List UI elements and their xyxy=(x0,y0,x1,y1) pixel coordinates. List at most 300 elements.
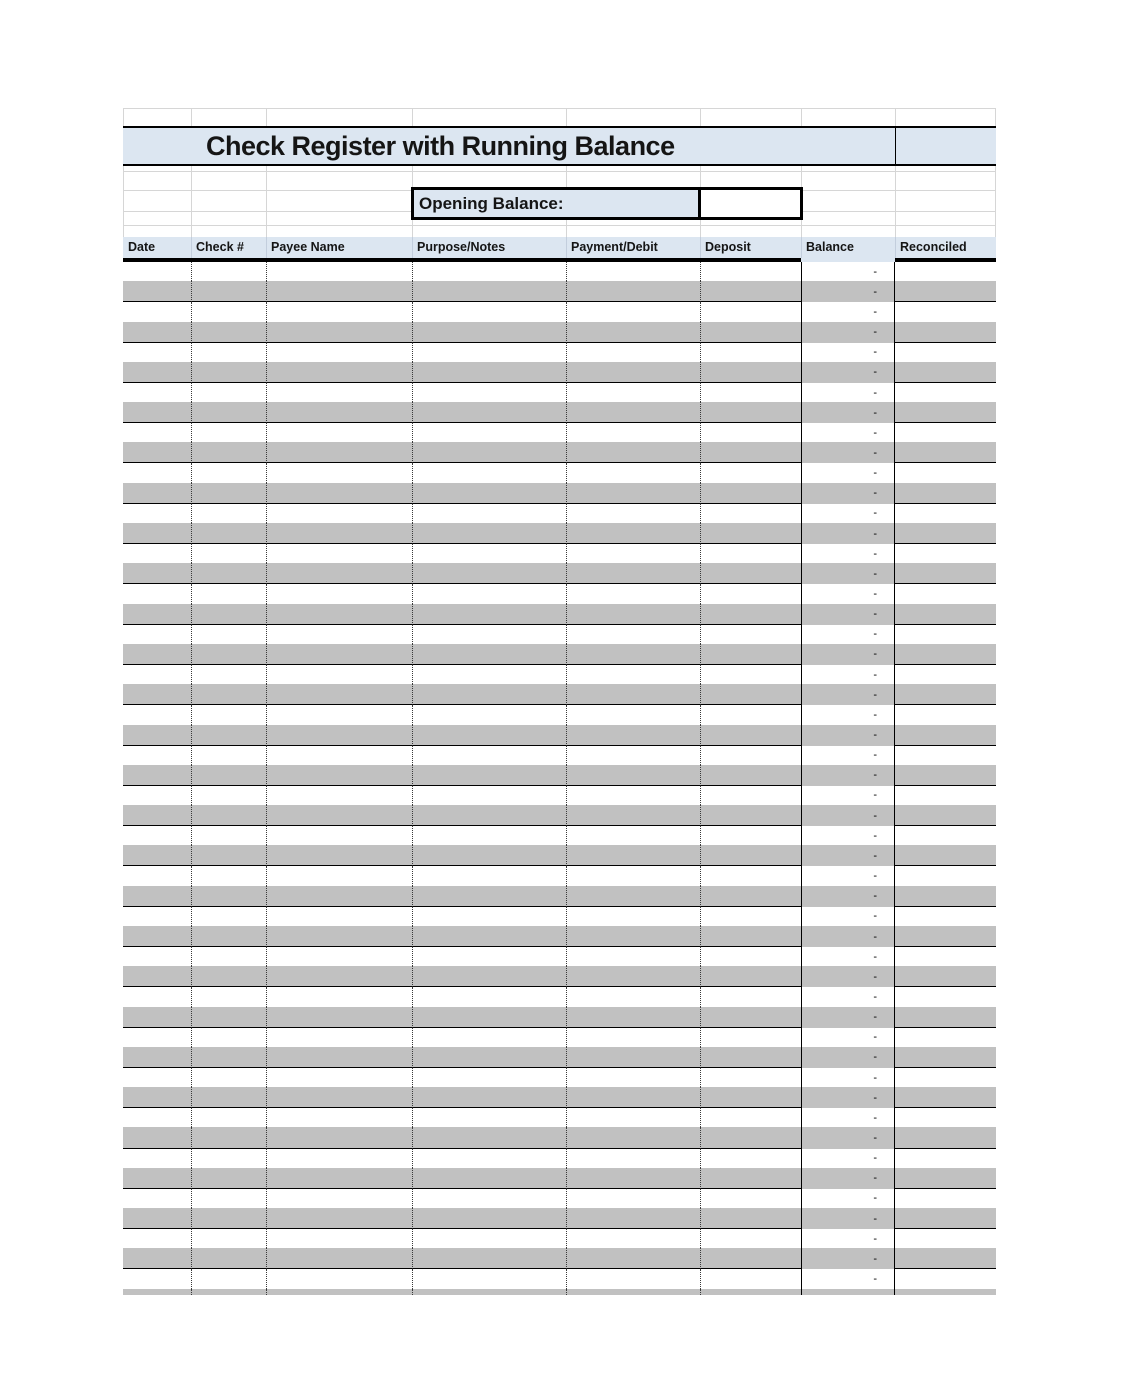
reconciled-cell[interactable] xyxy=(895,1269,996,1288)
check-number-cell[interactable] xyxy=(191,281,266,302)
check-number-cell[interactable] xyxy=(191,262,266,281)
purpose-notes-cell[interactable] xyxy=(412,584,566,603)
balance-cell[interactable]: - xyxy=(801,866,895,885)
payment-debit-cell[interactable] xyxy=(566,886,700,907)
payment-debit-cell[interactable] xyxy=(566,705,700,724)
check-number-cell[interactable] xyxy=(191,343,266,362)
balance-cell[interactable]: - xyxy=(801,926,895,947)
payment-debit-cell[interactable] xyxy=(566,665,700,684)
check-number-cell[interactable] xyxy=(191,584,266,603)
date-cell[interactable] xyxy=(123,1047,191,1068)
balance-cell[interactable]: - xyxy=(801,1269,895,1288)
payee-name-cell[interactable] xyxy=(266,302,412,321)
check-number-cell[interactable] xyxy=(191,442,266,463)
reconciled-cell[interactable] xyxy=(895,786,996,805)
balance-cell[interactable]: - xyxy=(801,625,895,644)
payee-name-cell[interactable] xyxy=(266,886,412,907)
reconciled-cell[interactable] xyxy=(895,1127,996,1148)
purpose-notes-cell[interactable] xyxy=(412,684,566,705)
check-number-cell[interactable] xyxy=(191,1289,266,1296)
payee-name-cell[interactable] xyxy=(266,665,412,684)
payment-debit-cell[interactable] xyxy=(566,786,700,805)
payment-debit-cell[interactable] xyxy=(566,1047,700,1068)
balance-cell[interactable]: - xyxy=(801,1047,895,1068)
purpose-notes-cell[interactable] xyxy=(412,322,566,343)
check-number-cell[interactable] xyxy=(191,544,266,563)
purpose-notes-cell[interactable] xyxy=(412,463,566,482)
purpose-notes-cell[interactable] xyxy=(412,1047,566,1068)
deposit-cell[interactable] xyxy=(700,625,801,644)
deposit-cell[interactable] xyxy=(700,886,801,907)
check-number-cell[interactable] xyxy=(191,826,266,845)
purpose-notes-cell[interactable] xyxy=(412,644,566,665)
purpose-notes-cell[interactable] xyxy=(412,826,566,845)
balance-cell[interactable]: - xyxy=(801,1108,895,1127)
balance-cell[interactable]: - xyxy=(801,1208,895,1229)
deposit-cell[interactable] xyxy=(700,1087,801,1108)
payment-debit-cell[interactable] xyxy=(566,362,700,383)
payee-name-cell[interactable] xyxy=(266,1127,412,1148)
balance-cell[interactable]: - xyxy=(801,987,895,1006)
purpose-notes-cell[interactable] xyxy=(412,1087,566,1108)
payment-debit-cell[interactable] xyxy=(566,866,700,885)
purpose-notes-cell[interactable] xyxy=(412,604,566,625)
reconciled-cell[interactable] xyxy=(895,684,996,705)
date-cell[interactable] xyxy=(123,665,191,684)
deposit-cell[interactable] xyxy=(700,907,801,926)
balance-cell[interactable]: - xyxy=(801,886,895,907)
balance-cell[interactable]: - xyxy=(801,442,895,463)
payment-debit-cell[interactable] xyxy=(566,987,700,1006)
reconciled-cell[interactable] xyxy=(895,1028,996,1047)
reconciled-cell[interactable] xyxy=(895,765,996,786)
purpose-notes-cell[interactable] xyxy=(412,1269,566,1288)
check-number-cell[interactable] xyxy=(191,1229,266,1248)
date-cell[interactable] xyxy=(123,1229,191,1248)
check-number-cell[interactable] xyxy=(191,563,266,584)
purpose-notes-cell[interactable] xyxy=(412,625,566,644)
date-cell[interactable] xyxy=(123,383,191,402)
date-cell[interactable] xyxy=(123,523,191,544)
payment-debit-cell[interactable] xyxy=(566,402,700,423)
reconciled-cell[interactable] xyxy=(895,302,996,321)
payment-debit-cell[interactable] xyxy=(566,604,700,625)
check-number-cell[interactable] xyxy=(191,1208,266,1229)
check-number-cell[interactable] xyxy=(191,383,266,402)
payee-name-cell[interactable] xyxy=(266,1269,412,1288)
date-cell[interactable] xyxy=(123,1149,191,1168)
balance-cell[interactable]: - xyxy=(801,402,895,423)
purpose-notes-cell[interactable] xyxy=(412,483,566,504)
reconciled-cell[interactable] xyxy=(895,523,996,544)
balance-cell[interactable]: - xyxy=(801,584,895,603)
reconciled-cell[interactable] xyxy=(895,563,996,584)
payee-name-cell[interactable] xyxy=(266,343,412,362)
payee-name-cell[interactable] xyxy=(266,1108,412,1127)
purpose-notes-cell[interactable] xyxy=(412,1068,566,1087)
deposit-cell[interactable] xyxy=(700,866,801,885)
reconciled-cell[interactable] xyxy=(895,483,996,504)
reconciled-cell[interactable] xyxy=(895,1189,996,1208)
payee-name-cell[interactable] xyxy=(266,504,412,523)
balance-cell[interactable]: - xyxy=(801,1028,895,1047)
check-number-cell[interactable] xyxy=(191,423,266,442)
reconciled-cell[interactable] xyxy=(895,1248,996,1269)
reconciled-cell[interactable] xyxy=(895,281,996,302)
date-cell[interactable] xyxy=(123,1007,191,1028)
check-number-cell[interactable] xyxy=(191,1108,266,1127)
check-number-cell[interactable] xyxy=(191,1168,266,1189)
date-cell[interactable] xyxy=(123,987,191,1006)
date-cell[interactable] xyxy=(123,1028,191,1047)
balance-cell[interactable]: - xyxy=(801,544,895,563)
balance-cell[interactable]: - xyxy=(801,1087,895,1108)
deposit-cell[interactable] xyxy=(700,302,801,321)
payment-debit-cell[interactable] xyxy=(566,383,700,402)
date-cell[interactable] xyxy=(123,604,191,625)
date-cell[interactable] xyxy=(123,625,191,644)
reconciled-cell[interactable] xyxy=(895,383,996,402)
balance-cell[interactable]: - xyxy=(801,281,895,302)
check-number-cell[interactable] xyxy=(191,1068,266,1087)
payment-debit-cell[interactable] xyxy=(566,1007,700,1028)
purpose-notes-cell[interactable] xyxy=(412,947,566,966)
payment-debit-cell[interactable] xyxy=(566,1127,700,1148)
check-number-cell[interactable] xyxy=(191,746,266,765)
deposit-cell[interactable] xyxy=(700,383,801,402)
reconciled-cell[interactable] xyxy=(895,1068,996,1087)
purpose-notes-cell[interactable] xyxy=(412,1108,566,1127)
reconciled-cell[interactable] xyxy=(895,1289,996,1296)
balance-cell[interactable]: - xyxy=(801,705,895,724)
payment-debit-cell[interactable] xyxy=(566,907,700,926)
check-number-cell[interactable] xyxy=(191,1127,266,1148)
check-number-cell[interactable] xyxy=(191,926,266,947)
payment-debit-cell[interactable] xyxy=(566,1087,700,1108)
deposit-cell[interactable] xyxy=(700,442,801,463)
date-cell[interactable] xyxy=(123,1189,191,1208)
check-number-cell[interactable] xyxy=(191,947,266,966)
date-cell[interactable] xyxy=(123,362,191,383)
payee-name-cell[interactable] xyxy=(266,584,412,603)
purpose-notes-cell[interactable] xyxy=(412,504,566,523)
date-cell[interactable] xyxy=(123,322,191,343)
date-cell[interactable] xyxy=(123,302,191,321)
check-number-cell[interactable] xyxy=(191,665,266,684)
purpose-notes-cell[interactable] xyxy=(412,845,566,866)
date-cell[interactable] xyxy=(123,563,191,584)
purpose-notes-cell[interactable] xyxy=(412,705,566,724)
date-cell[interactable] xyxy=(123,705,191,724)
date-cell[interactable] xyxy=(123,907,191,926)
payee-name-cell[interactable] xyxy=(266,1248,412,1269)
date-cell[interactable] xyxy=(123,866,191,885)
reconciled-cell[interactable] xyxy=(895,725,996,746)
payment-debit-cell[interactable] xyxy=(566,926,700,947)
reconciled-cell[interactable] xyxy=(895,423,996,442)
deposit-cell[interactable] xyxy=(700,665,801,684)
date-cell[interactable] xyxy=(123,1087,191,1108)
date-cell[interactable] xyxy=(123,765,191,786)
reconciled-cell[interactable] xyxy=(895,886,996,907)
payment-debit-cell[interactable] xyxy=(566,1168,700,1189)
check-number-cell[interactable] xyxy=(191,1248,266,1269)
purpose-notes-cell[interactable] xyxy=(412,786,566,805)
payee-name-cell[interactable] xyxy=(266,1208,412,1229)
purpose-notes-cell[interactable] xyxy=(412,362,566,383)
reconciled-cell[interactable] xyxy=(895,644,996,665)
date-cell[interactable] xyxy=(123,746,191,765)
check-number-cell[interactable] xyxy=(191,725,266,746)
balance-cell[interactable]: - xyxy=(801,826,895,845)
balance-cell[interactable]: - xyxy=(801,302,895,321)
purpose-notes-cell[interactable] xyxy=(412,1127,566,1148)
deposit-cell[interactable] xyxy=(700,584,801,603)
deposit-cell[interactable] xyxy=(700,746,801,765)
deposit-cell[interactable] xyxy=(700,1028,801,1047)
date-cell[interactable] xyxy=(123,1127,191,1148)
payment-debit-cell[interactable] xyxy=(566,947,700,966)
check-number-cell[interactable] xyxy=(191,705,266,724)
check-number-cell[interactable] xyxy=(191,1189,266,1208)
payee-name-cell[interactable] xyxy=(266,765,412,786)
date-cell[interactable] xyxy=(123,826,191,845)
balance-cell[interactable]: - xyxy=(801,1127,895,1148)
payee-name-cell[interactable] xyxy=(266,483,412,504)
deposit-cell[interactable] xyxy=(700,343,801,362)
payee-name-cell[interactable] xyxy=(266,442,412,463)
balance-cell[interactable]: - xyxy=(801,262,895,281)
check-number-cell[interactable] xyxy=(191,625,266,644)
reconciled-cell[interactable] xyxy=(895,504,996,523)
deposit-cell[interactable] xyxy=(700,845,801,866)
date-cell[interactable] xyxy=(123,504,191,523)
date-cell[interactable] xyxy=(123,1068,191,1087)
check-number-cell[interactable] xyxy=(191,886,266,907)
payee-name-cell[interactable] xyxy=(266,383,412,402)
payee-name-cell[interactable] xyxy=(266,746,412,765)
payment-debit-cell[interactable] xyxy=(566,805,700,826)
reconciled-cell[interactable] xyxy=(895,362,996,383)
balance-cell[interactable]: - xyxy=(801,1248,895,1269)
payment-debit-cell[interactable] xyxy=(566,684,700,705)
purpose-notes-cell[interactable] xyxy=(412,302,566,321)
deposit-cell[interactable] xyxy=(700,402,801,423)
check-number-cell[interactable] xyxy=(191,1007,266,1028)
deposit-cell[interactable] xyxy=(700,705,801,724)
reconciled-cell[interactable] xyxy=(895,966,996,987)
reconciled-cell[interactable] xyxy=(895,442,996,463)
check-number-cell[interactable] xyxy=(191,907,266,926)
check-number-cell[interactable] xyxy=(191,644,266,665)
balance-cell[interactable]: - xyxy=(801,504,895,523)
check-number-cell[interactable] xyxy=(191,866,266,885)
purpose-notes-cell[interactable] xyxy=(412,1168,566,1189)
date-cell[interactable] xyxy=(123,442,191,463)
payee-name-cell[interactable] xyxy=(266,1007,412,1028)
date-cell[interactable] xyxy=(123,886,191,907)
reconciled-cell[interactable] xyxy=(895,705,996,724)
reconciled-cell[interactable] xyxy=(895,947,996,966)
reconciled-cell[interactable] xyxy=(895,625,996,644)
balance-cell[interactable]: - xyxy=(801,483,895,504)
date-cell[interactable] xyxy=(123,463,191,482)
purpose-notes-cell[interactable] xyxy=(412,987,566,1006)
reconciled-cell[interactable] xyxy=(895,826,996,845)
payee-name-cell[interactable] xyxy=(266,725,412,746)
balance-cell[interactable]: - xyxy=(801,604,895,625)
payee-name-cell[interactable] xyxy=(266,684,412,705)
payee-name-cell[interactable] xyxy=(266,604,412,625)
check-number-cell[interactable] xyxy=(191,483,266,504)
payee-name-cell[interactable] xyxy=(266,1028,412,1047)
purpose-notes-cell[interactable] xyxy=(412,1007,566,1028)
balance-cell[interactable]: - xyxy=(801,423,895,442)
deposit-cell[interactable] xyxy=(700,1007,801,1028)
reconciled-cell[interactable] xyxy=(895,1047,996,1068)
payee-name-cell[interactable] xyxy=(266,1047,412,1068)
balance-cell[interactable]: - xyxy=(801,765,895,786)
payee-name-cell[interactable] xyxy=(266,322,412,343)
payment-debit-cell[interactable] xyxy=(566,1248,700,1269)
balance-cell[interactable]: - xyxy=(801,343,895,362)
date-cell[interactable] xyxy=(123,544,191,563)
purpose-notes-cell[interactable] xyxy=(412,442,566,463)
deposit-cell[interactable] xyxy=(700,523,801,544)
opening-balance-input[interactable] xyxy=(698,190,801,217)
check-number-cell[interactable] xyxy=(191,786,266,805)
date-cell[interactable] xyxy=(123,644,191,665)
check-number-cell[interactable] xyxy=(191,504,266,523)
balance-cell[interactable]: - xyxy=(801,725,895,746)
payee-name-cell[interactable] xyxy=(266,1068,412,1087)
check-number-cell[interactable] xyxy=(191,805,266,826)
deposit-cell[interactable] xyxy=(700,463,801,482)
purpose-notes-cell[interactable] xyxy=(412,544,566,563)
payment-debit-cell[interactable] xyxy=(566,1068,700,1087)
payment-debit-cell[interactable] xyxy=(566,483,700,504)
reconciled-cell[interactable] xyxy=(895,584,996,603)
payee-name-cell[interactable] xyxy=(266,563,412,584)
purpose-notes-cell[interactable] xyxy=(412,402,566,423)
reconciled-cell[interactable] xyxy=(895,805,996,826)
deposit-cell[interactable] xyxy=(700,1068,801,1087)
payee-name-cell[interactable] xyxy=(266,966,412,987)
reconciled-cell[interactable] xyxy=(895,1168,996,1189)
purpose-notes-cell[interactable] xyxy=(412,1208,566,1229)
deposit-cell[interactable] xyxy=(700,966,801,987)
date-cell[interactable] xyxy=(123,1108,191,1127)
deposit-cell[interactable] xyxy=(700,281,801,302)
deposit-cell[interactable] xyxy=(700,1189,801,1208)
date-cell[interactable] xyxy=(123,1248,191,1269)
check-number-cell[interactable] xyxy=(191,362,266,383)
purpose-notes-cell[interactable] xyxy=(412,907,566,926)
balance-cell[interactable]: - xyxy=(801,1168,895,1189)
payment-debit-cell[interactable] xyxy=(566,584,700,603)
deposit-cell[interactable] xyxy=(700,1289,801,1296)
date-cell[interactable] xyxy=(123,1289,191,1296)
date-cell[interactable] xyxy=(123,343,191,362)
payment-debit-cell[interactable] xyxy=(566,625,700,644)
deposit-cell[interactable] xyxy=(700,805,801,826)
date-cell[interactable] xyxy=(123,805,191,826)
deposit-cell[interactable] xyxy=(700,262,801,281)
check-number-cell[interactable] xyxy=(191,523,266,544)
reconciled-cell[interactable] xyxy=(895,402,996,423)
purpose-notes-cell[interactable] xyxy=(412,966,566,987)
payment-debit-cell[interactable] xyxy=(566,423,700,442)
payee-name-cell[interactable] xyxy=(266,463,412,482)
date-cell[interactable] xyxy=(123,402,191,423)
check-number-cell[interactable] xyxy=(191,322,266,343)
payee-name-cell[interactable] xyxy=(266,1189,412,1208)
payee-name-cell[interactable] xyxy=(266,644,412,665)
payee-name-cell[interactable] xyxy=(266,1087,412,1108)
deposit-cell[interactable] xyxy=(700,322,801,343)
payment-debit-cell[interactable] xyxy=(566,746,700,765)
purpose-notes-cell[interactable] xyxy=(412,926,566,947)
check-number-cell[interactable] xyxy=(191,604,266,625)
purpose-notes-cell[interactable] xyxy=(412,746,566,765)
deposit-cell[interactable] xyxy=(700,1108,801,1127)
balance-cell[interactable]: - xyxy=(801,644,895,665)
payee-name-cell[interactable] xyxy=(266,845,412,866)
purpose-notes-cell[interactable] xyxy=(412,523,566,544)
payment-debit-cell[interactable] xyxy=(566,302,700,321)
purpose-notes-cell[interactable] xyxy=(412,886,566,907)
payee-name-cell[interactable] xyxy=(266,926,412,947)
deposit-cell[interactable] xyxy=(700,926,801,947)
date-cell[interactable] xyxy=(123,1168,191,1189)
reconciled-cell[interactable] xyxy=(895,987,996,1006)
reconciled-cell[interactable] xyxy=(895,907,996,926)
reconciled-cell[interactable] xyxy=(895,866,996,885)
balance-cell[interactable]: - xyxy=(801,362,895,383)
payee-name-cell[interactable] xyxy=(266,262,412,281)
payment-debit-cell[interactable] xyxy=(566,322,700,343)
date-cell[interactable] xyxy=(123,584,191,603)
purpose-notes-cell[interactable] xyxy=(412,805,566,826)
payee-name-cell[interactable] xyxy=(266,826,412,845)
balance-cell[interactable]: - xyxy=(801,966,895,987)
balance-cell[interactable]: - xyxy=(801,684,895,705)
purpose-notes-cell[interactable] xyxy=(412,281,566,302)
reconciled-cell[interactable] xyxy=(895,343,996,362)
balance-cell[interactable] xyxy=(801,1289,895,1296)
balance-cell[interactable]: - xyxy=(801,322,895,343)
balance-cell[interactable]: - xyxy=(801,1229,895,1248)
balance-cell[interactable]: - xyxy=(801,463,895,482)
payment-debit-cell[interactable] xyxy=(566,1229,700,1248)
reconciled-cell[interactable] xyxy=(895,604,996,625)
payment-debit-cell[interactable] xyxy=(566,1189,700,1208)
payee-name-cell[interactable] xyxy=(266,1149,412,1168)
reconciled-cell[interactable] xyxy=(895,1108,996,1127)
deposit-cell[interactable] xyxy=(700,1168,801,1189)
payment-debit-cell[interactable] xyxy=(566,262,700,281)
deposit-cell[interactable] xyxy=(700,765,801,786)
payment-debit-cell[interactable] xyxy=(566,563,700,584)
date-cell[interactable] xyxy=(123,926,191,947)
payment-debit-cell[interactable] xyxy=(566,1208,700,1229)
reconciled-cell[interactable] xyxy=(895,746,996,765)
deposit-cell[interactable] xyxy=(700,362,801,383)
reconciled-cell[interactable] xyxy=(895,322,996,343)
payee-name-cell[interactable] xyxy=(266,1289,412,1296)
payment-debit-cell[interactable] xyxy=(566,1289,700,1296)
date-cell[interactable] xyxy=(123,725,191,746)
